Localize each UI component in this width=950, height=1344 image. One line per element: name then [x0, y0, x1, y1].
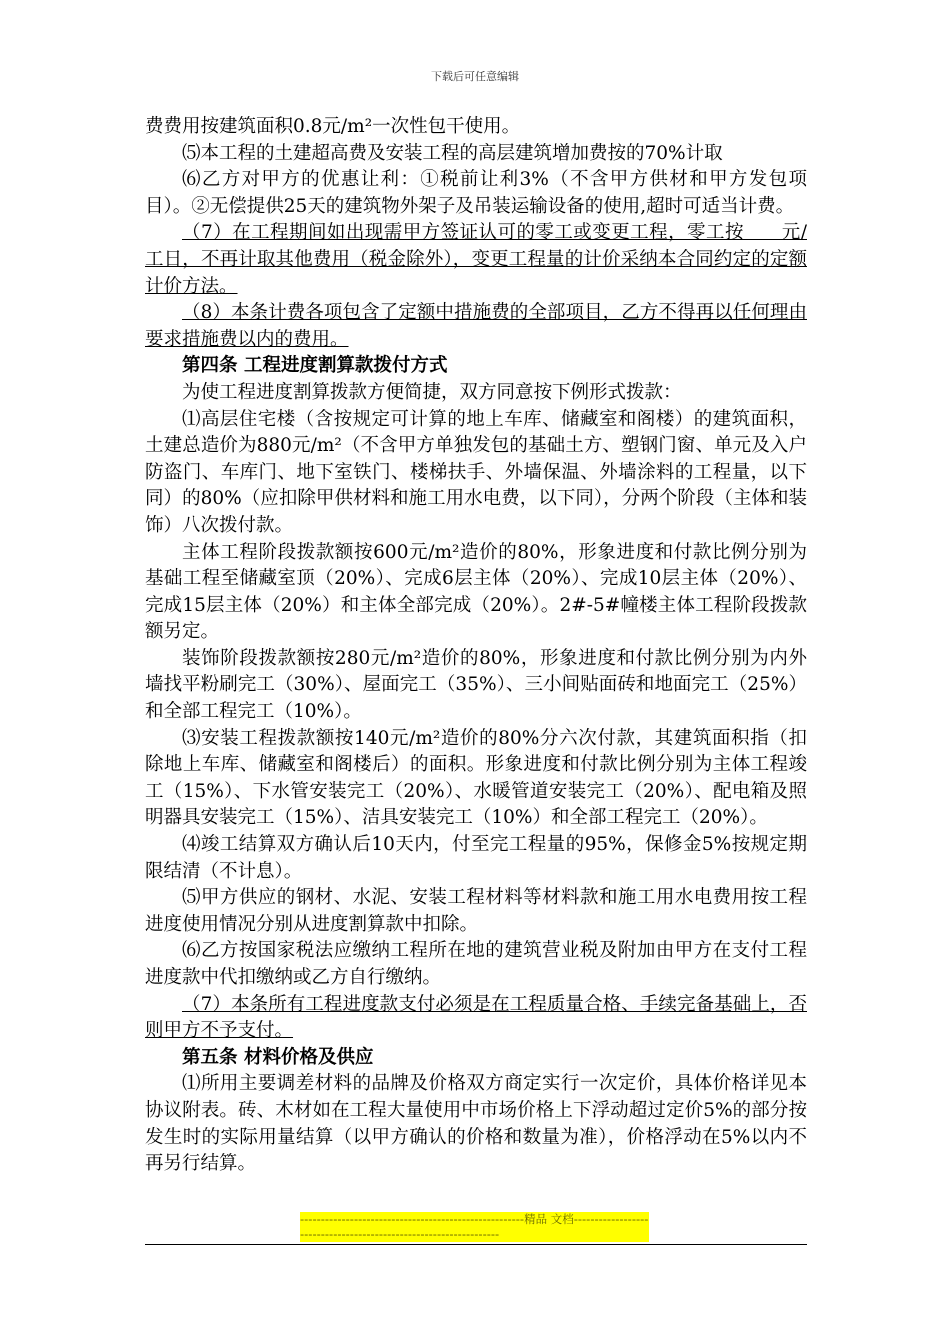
section-heading-5: 第五条 材料价格及供应	[182, 1046, 374, 1068]
footer-rule	[145, 1244, 807, 1245]
section-heading-4: 第四条 工程进度割算款拨付方式	[182, 355, 448, 377]
paragraph-11: ⑶安装工程拨款额按140元/m²造价的80%分六次付款，其建筑面积指（扣除地上车库、储藏室和阁楼后）的面积。形象进度和付款比例分别为主体工程竣工（15%）、下水管安装完工（20%）、水暖管道安装完工（20%）、配电箱及照明器具安装完工（15%）、洁具安装完工（10%）和全部工程完工（20%）。	[145, 727, 807, 829]
paragraph-12: ⑷竣工结算双方确认后10天内，付至完工程量的95%，保修金5%按规定期限结清（不计息）。	[145, 834, 807, 882]
paragraph-15: （7）本条所有工程进度款支付必须是在工程质量合格、手续完备基础上，否则甲方不予支付。	[145, 993, 807, 1042]
paragraph-7: 为使工程进度割算拨款方便简捷，双方同意按下例形式拨款：	[182, 381, 682, 403]
paragraph-14: ⑹乙方按国家税法应缴纳工程所在地的建筑营业税及附加由甲方在支付工程进度款中代扣缴纳或乙方自行缴纳。	[145, 940, 807, 988]
paragraph-3: ⑹乙方对甲方的优惠让利：①税前让利3%（不含甲方供材和甲方发包项目）。②无偿提供25天的建筑物外架子及吊装运输设备的使用,超时可适当计费。	[145, 169, 807, 217]
paragraph-2: ⑸本工程的土建超高费及安装工程的高层建筑增加费按的70%计取	[182, 142, 723, 164]
paragraph-5: （8）本条计费各项包含了定额中措施费的全部项目，乙方不得再以任何理由要求措施费以内的费用。	[145, 302, 807, 350]
paragraph-13: ⑸甲方供应的钢材、水泥、安装工程材料等材料款和施工用水电费用按工程进度使用情况分别从进度割算款中扣除。	[145, 887, 807, 935]
paragraph-9: 主体工程阶段拨款额按600元/m²造价的80%，形象进度和付款比例分别为基础工程至储藏室顶（20%）、完成6层主体（20%）、完成10层主体（20%）、完成15层主体（20%）和主体全部完成（20%）。2#-5#幢楼主体工程阶段拨款额另定。	[145, 541, 807, 643]
paragraph-10: 装饰阶段拨款额按280元/m²造价的80%，形象进度和付款比例分别为内外墙找平粉刷完工（30%）、屋面完工（35%）、三小间贴面砖和地面完工（25%）和全部工程完工（10%）。	[145, 647, 807, 723]
paragraph-1: 费费用按建筑面积0.8元/m²一次性包干使用。	[145, 116, 521, 137]
page-header: 下载后可任意编辑	[431, 70, 519, 83]
paragraph-8: ⑴高层住宅楼（含按规定可计算的地上车库、储藏室和阁楼）的建筑面积，土建总造价为880元/m²（不含甲方单独发包的基础土方、塑钢门窗、单元及入户防盗门、车库门、地下室铁门、楼梯扶手、外墙保温、外墙涂料的工程量，以下同）的80%（应扣除甲供材料和施工用水电费，以下同），分两个阶段（主体和装饰）八次拨付款。	[145, 408, 807, 536]
footer-banner: ------------------------------------------------------精品 文档------------------------------------------------------------------	[300, 1212, 649, 1241]
paragraph-17: ⑴所用主要调差材料的品牌及价格双方商定实行一次定价，具体价格详见本协议附表。砖、木材如在工程大量使用中市场价格上下浮动超过定价5%的部分按发生时的实际用量结算（以甲方确认的价格和数量为准），价格浮动在5%以内不再另行结算。	[145, 1073, 807, 1175]
paragraph-4: （7）在工程期间如出现需甲方签证认可的零工或变更工程，零工按 元/工日，不再计取其他费用（税金除外），变更工程量的计价采纳本合同约定的定额计价方法。	[145, 222, 807, 297]
document-body	[145, 114, 807, 1178]
